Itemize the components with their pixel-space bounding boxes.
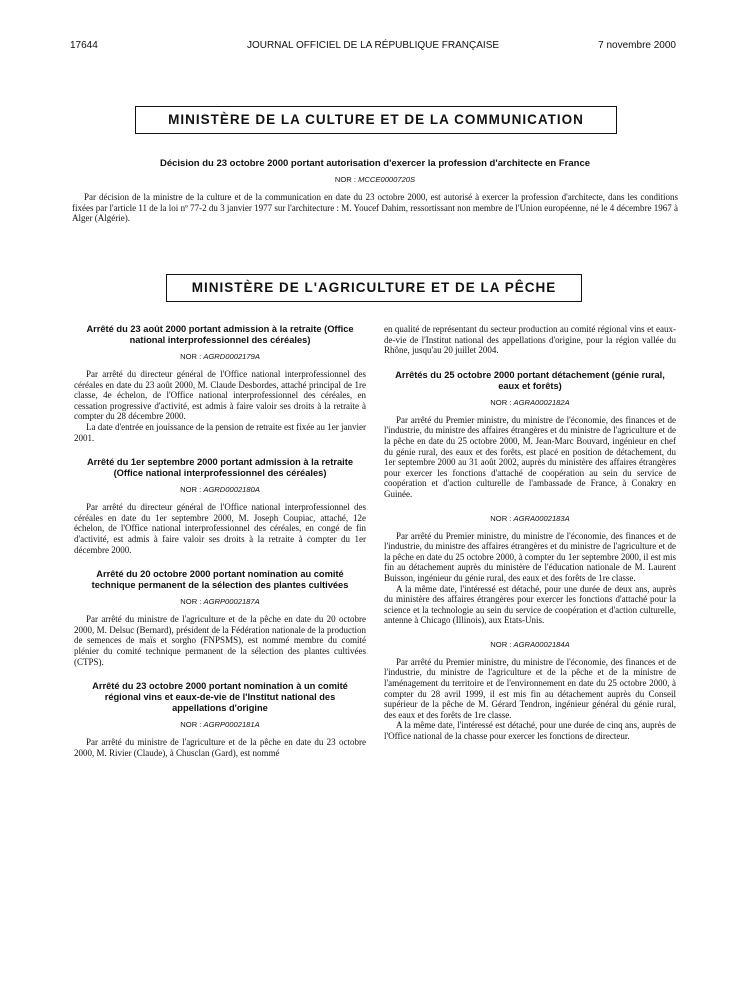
nor-reference: NOR : AGRA0002183A xyxy=(490,513,570,523)
page-number: 17644 xyxy=(70,40,98,51)
decision-text: Par décision de la ministre de la culture et de la communication en date du 23 octobre 2000, est autorisé à exercer la profession d'architecte, dans les conditions fixées par l'article 11 de la loi nº 77-2 du 3 janvier 1977 sur l'architecture : M. Youcef Dahim, ressortissant non membre de l'Union européenne, né le 4 décembre 1967 à Alger (Algérie). xyxy=(72,192,678,224)
nor-reference: NOR : AGRD0002180A xyxy=(180,485,260,495)
right-column xyxy=(384,324,676,756)
article-sections xyxy=(384,398,676,742)
article xyxy=(74,457,366,555)
article-title: Arrêté du 1er septembre 2000 portant admission à la retraite (Office national interprofessionnel des céréales) xyxy=(86,457,354,479)
ministry-culture-box: MINISTÈRE DE LA CULTURE ET DE LA COMMUNICATION xyxy=(135,106,617,134)
article-paragraph: Par arrêté du directeur général de l'Office national interprofessionnel des céréales en date du 23 août 2000, M. Claude Desbordes, attaché principal de 1re classe, 4e échelon, de l'Office national interprofessionnel des céréales, en cessation progressive d'activité, est admis à faire valoir ses droits à la retraite à compter du 28 décembre 2000. xyxy=(74,369,366,422)
article-title: Arrêté du 23 octobre 2000 portant nomination à un comité régional vins et eaux-de-vie de l'Institut national des appellations d'origine xyxy=(92,681,348,714)
issue-date: 7 novembre 2000 xyxy=(598,40,676,51)
article-paragraph: Par arrêté du Premier ministre, du ministre de l'économie, des finances et de l'industrie, du ministre de l'agriculture et de la pêche et de la ministre de l'aménagement du territoire et de l'environnement en date du 25 octobre 2000, à compter du 28 avril 1999, il est mis fin au détachement auprès du Conseil supérieur de la pêche de M. Gérard Tendron, ingénieur général du génie rural, des eaux et des forêts de 1re classe. xyxy=(384,656,676,720)
detachment-section xyxy=(384,640,676,742)
article xyxy=(74,324,366,443)
article-paragraph: Par arrêté du ministre de l'agriculture et de la pêche en date du 23 octobre 2000, M. Rivier (Claude), à Chusclan (Gard), est nommé xyxy=(74,737,366,758)
nor-reference: NOR : AGRD0002179A xyxy=(180,352,260,361)
article-paragraph: A la même date, l'intéressé est détaché, pour une durée de cinq ans, auprès de l'Office national de la chasse pour exercer les fonctions de directeur. xyxy=(384,720,676,742)
article-title: Arrêté du 23 août 2000 portant admission à la retraite (Office national interprofessionnel des céréales) xyxy=(86,324,354,345)
article-title: Arrêté du 20 octobre 2000 portant nomination au comité technique permanent de la sélection des plantes cultivées xyxy=(91,569,349,591)
nor-reference: NOR : AGRP0002187A xyxy=(180,597,260,607)
ministry-agriculture-box: MINISTÈRE DE L'AGRICULTURE ET DE LA PÊCHE xyxy=(166,274,582,302)
article xyxy=(74,569,366,667)
nor-reference: NOR : AGRA0002184A xyxy=(490,639,570,649)
article xyxy=(74,681,366,758)
detachment-section xyxy=(384,398,676,500)
nor-reference: NOR : AGRP0002181A xyxy=(180,720,260,730)
article-paragraph: La date d'entrée en jouissance de la pension de retraite est fixée au 1er janvier 2001. xyxy=(74,421,366,443)
article-paragraph: A la même date, l'intéressé est détaché, pour une durée de deux ans, auprès du ministère des affaires étrangères pour exercer les fonctions d'attaché pour la science et la technologie au sein du service de coopération et d'action culturelle, antenne à Chicago (Illinois), aux Etats-Unis. xyxy=(384,583,676,626)
left-column xyxy=(74,324,366,772)
article-paragraph: Par arrêté du Premier ministre, du ministre de l'économie, des finances et de l'industrie, du ministre des affaires étrangères et du ministre de l'agriculture et de la pêche en date du 25 octobre 2000, M. Jean-Marc Bouvard, ingénieur en chef du génie rural, des eaux et des forêts, est placé en position de détachement, du 1er septembre 2000 au 31 août 2002, auprès du ministère des affaires étrangères pour exercer les fonctions d'attaché de coopération au sein du service de coopération et d'action culturelle de l'ambassade de France, à Conakry en Guinée. xyxy=(384,414,676,499)
article-paragraph: Par arrêté du ministre de l'agriculture et de la pêche en date du 20 octobre 2000, M. Delsuc (Bernard), président de la Fédération nationale de la production de semences de maïs et sorgho (FNPSMS), est nommé membre du comité plénier du comité technique permanent de la sélection des plantes cultivées (CTPS). xyxy=(74,614,366,667)
nor-reference: NOR : AGRA0002182A xyxy=(490,397,570,407)
detachment-section xyxy=(384,514,676,626)
continuation-text: en qualité de représentant du secteur production au comité régional vins et eaux-de-vie de l'Institut national des appellations d'origine, pour la région vallée du Rhône, jusqu'au 20 juillet 2004. xyxy=(384,324,676,356)
nor-reference: NOR : MCCE0000720S xyxy=(334,175,416,184)
article-title: Arrêtés du 25 octobre 2000 portant détachement (génie rural, eaux et forêts) xyxy=(395,369,665,391)
article-paragraph: Par arrêté du directeur général de l'Office national interprofessionnel des céréales en date du 1er septembre 2000, M. Joseph Coupiac, attaché, 12e échelon, de l'Office national interprofessionnel des céréales, en congé de fin d'activité, est admis à faire valoir ses droits à la retraite à compter du 1er décembre 2000. xyxy=(74,502,366,555)
decision-architecte xyxy=(72,158,678,224)
decision-title: Décision du 23 octobre 2000 portant autorisation d'exercer la profession d'architecte en France xyxy=(159,158,591,169)
journal-title: JOURNAL OFFICIEL DE LA RÉPUBLIQUE FRANÇAISE xyxy=(246,40,500,51)
article-paragraph: Par arrêté du Premier ministre, du ministre de l'économie, des finances et de l'industrie, du ministre des affaires étrangères et du ministre de l'agriculture et de la pêche en date du 25 octobre 2000, à compter du 1er septembre 2000, il est mis fin au détachement auprès du ministère de l'éducation nationale de M. Laurent Buisson, ingénieur du génie rural, des eaux et des forêts de 1re classe. xyxy=(384,530,676,583)
